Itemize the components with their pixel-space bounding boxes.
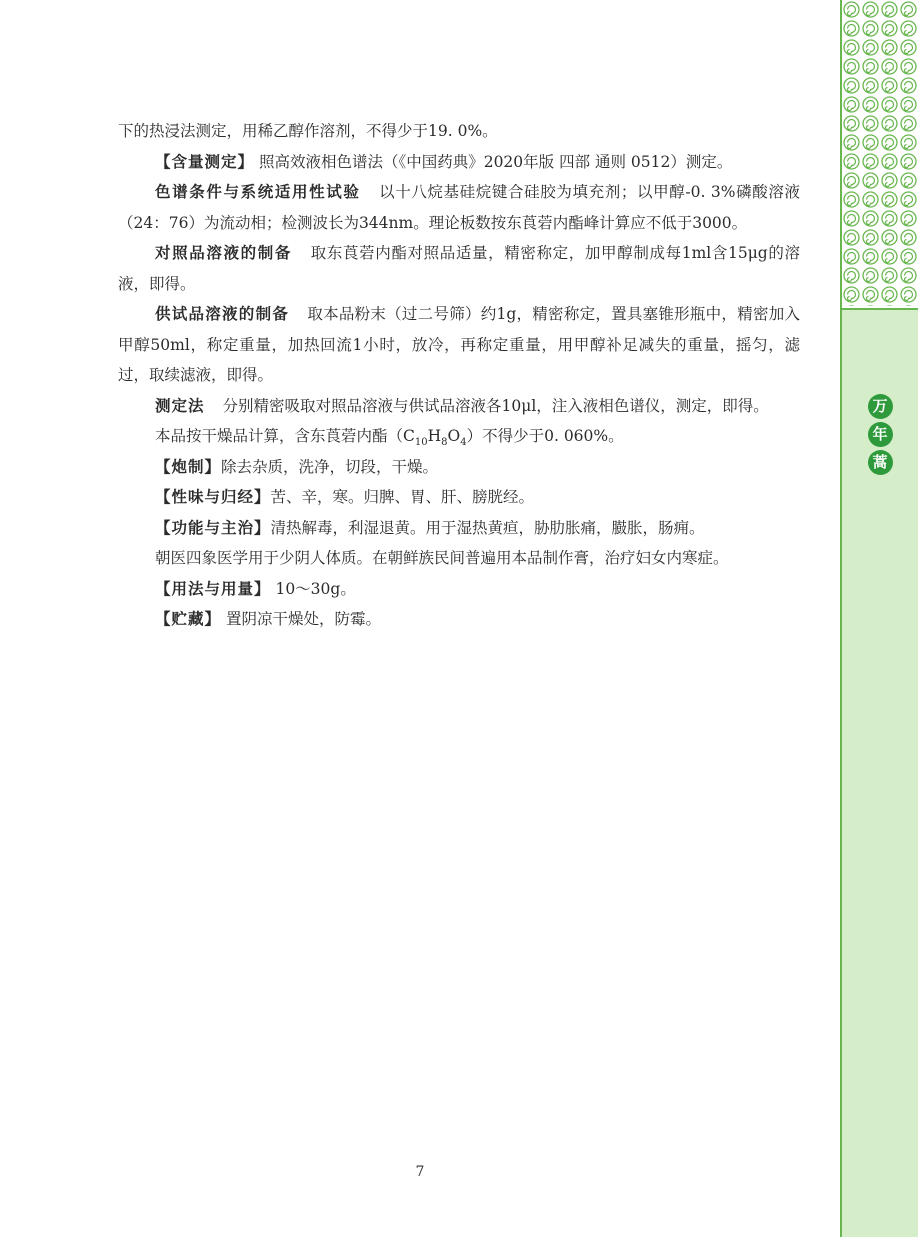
paragraph-storage xyxy=(118,604,800,635)
section-heading: 【含量测定】 xyxy=(155,152,255,171)
paragraph-text: 以十八烷基硅烷键合硅胶为填充剂；以甲醇-0. 3%磷酸溶液（24：76）为流动相；检测波长为344nm。理论板数按东莨菪内酯峰计算应不低于3000。 xyxy=(118,183,800,232)
section-heading: 【功能与主治】 xyxy=(155,518,271,537)
paragraph-assay xyxy=(118,147,800,178)
cloud-pattern-decoration xyxy=(842,0,918,310)
section-heading: 对照品溶液的制备 xyxy=(155,244,293,262)
paragraph-content-limit: 本品按干燥品计算，含东莨菪内酯$(C_{10}H_8O_4)$不得少于0. 060%。 xyxy=(155,427,624,449)
paragraph-function-indication xyxy=(118,513,800,544)
paragraph-chromatographic-conditions xyxy=(118,177,800,238)
paragraph-text: 取东莨菪内酯对照品适量，精密称定，加甲醇制成每1ml含15μg的溶液，即得。 xyxy=(118,244,800,293)
side-tab-title xyxy=(860,394,900,478)
paragraph-text: 照高效液相色谱法（《中国药典》2020年版 四部 通则 0512）测定。 xyxy=(258,152,733,171)
section-heading: 【贮藏】 xyxy=(155,610,222,628)
paragraph-text: 除去杂质，洗净，切段，干燥。 xyxy=(221,457,439,476)
paragraph xyxy=(118,116,800,147)
paragraph-reference-solution xyxy=(118,238,800,299)
paragraph-property-meridian xyxy=(118,482,800,513)
tab-char: 年 xyxy=(868,422,893,447)
section-heading: 测定法 xyxy=(155,396,205,415)
page-body xyxy=(118,116,800,635)
page-number: 7 xyxy=(415,1164,425,1180)
section-heading: 供试品溶液的制备 xyxy=(155,305,290,323)
section-heading: 【性味与归经】 xyxy=(155,488,271,506)
paragraph-processing xyxy=(118,452,800,483)
paragraph-text: 取本品粉末（过二号筛）约1g，精密称定，置具塞锥形瓶中，精密加入甲醇50ml，称定重量，加热回流1小时，放冷，再称定重量，用甲醇补足减失的重量，摇匀，滤过，取续滤液，即得。 xyxy=(118,305,800,384)
paragraph-text: 下的热浸法测定，用稀乙醇作溶剂，不得少于19. 0%。 xyxy=(118,122,498,140)
tab-char: 万 xyxy=(868,394,893,419)
tab-char: 蒿 xyxy=(868,450,893,475)
paragraph-text: 置阴凉干燥处，防霉。 xyxy=(225,610,381,628)
paragraph-text: 清热解毒，利湿退黄。用于湿热黄疸，胁肋胀痛，臌胀，肠痈。 xyxy=(270,518,705,537)
paragraph-korean-medicine xyxy=(118,543,800,574)
paragraph-text: 朝医四象医学用于少阴人体质。在朝鲜族民间普遍用本品制作膏，治疗妇女内寒症。 xyxy=(155,549,729,567)
section-heading: 【用法与用量】 xyxy=(155,579,271,598)
paragraph-dosage xyxy=(118,574,800,605)
paragraph-test-solution xyxy=(118,299,800,391)
paragraph-text: 分别精密吸取对照品溶液与供试品溶液各10μl，注入液相色谱仪，测定，即得。 xyxy=(222,396,769,415)
section-heading: 【炮制】 xyxy=(155,457,222,476)
paragraph-text: 苦、辛，寒。归脾、胃、肝、膀胱经。 xyxy=(270,488,535,506)
section-heading: 色谱条件与系统适用性试验 xyxy=(155,183,361,201)
paragraph-text: 10～30g。 xyxy=(275,579,356,598)
side-tab-strip xyxy=(840,0,918,1237)
paragraph-procedure xyxy=(118,391,800,422)
